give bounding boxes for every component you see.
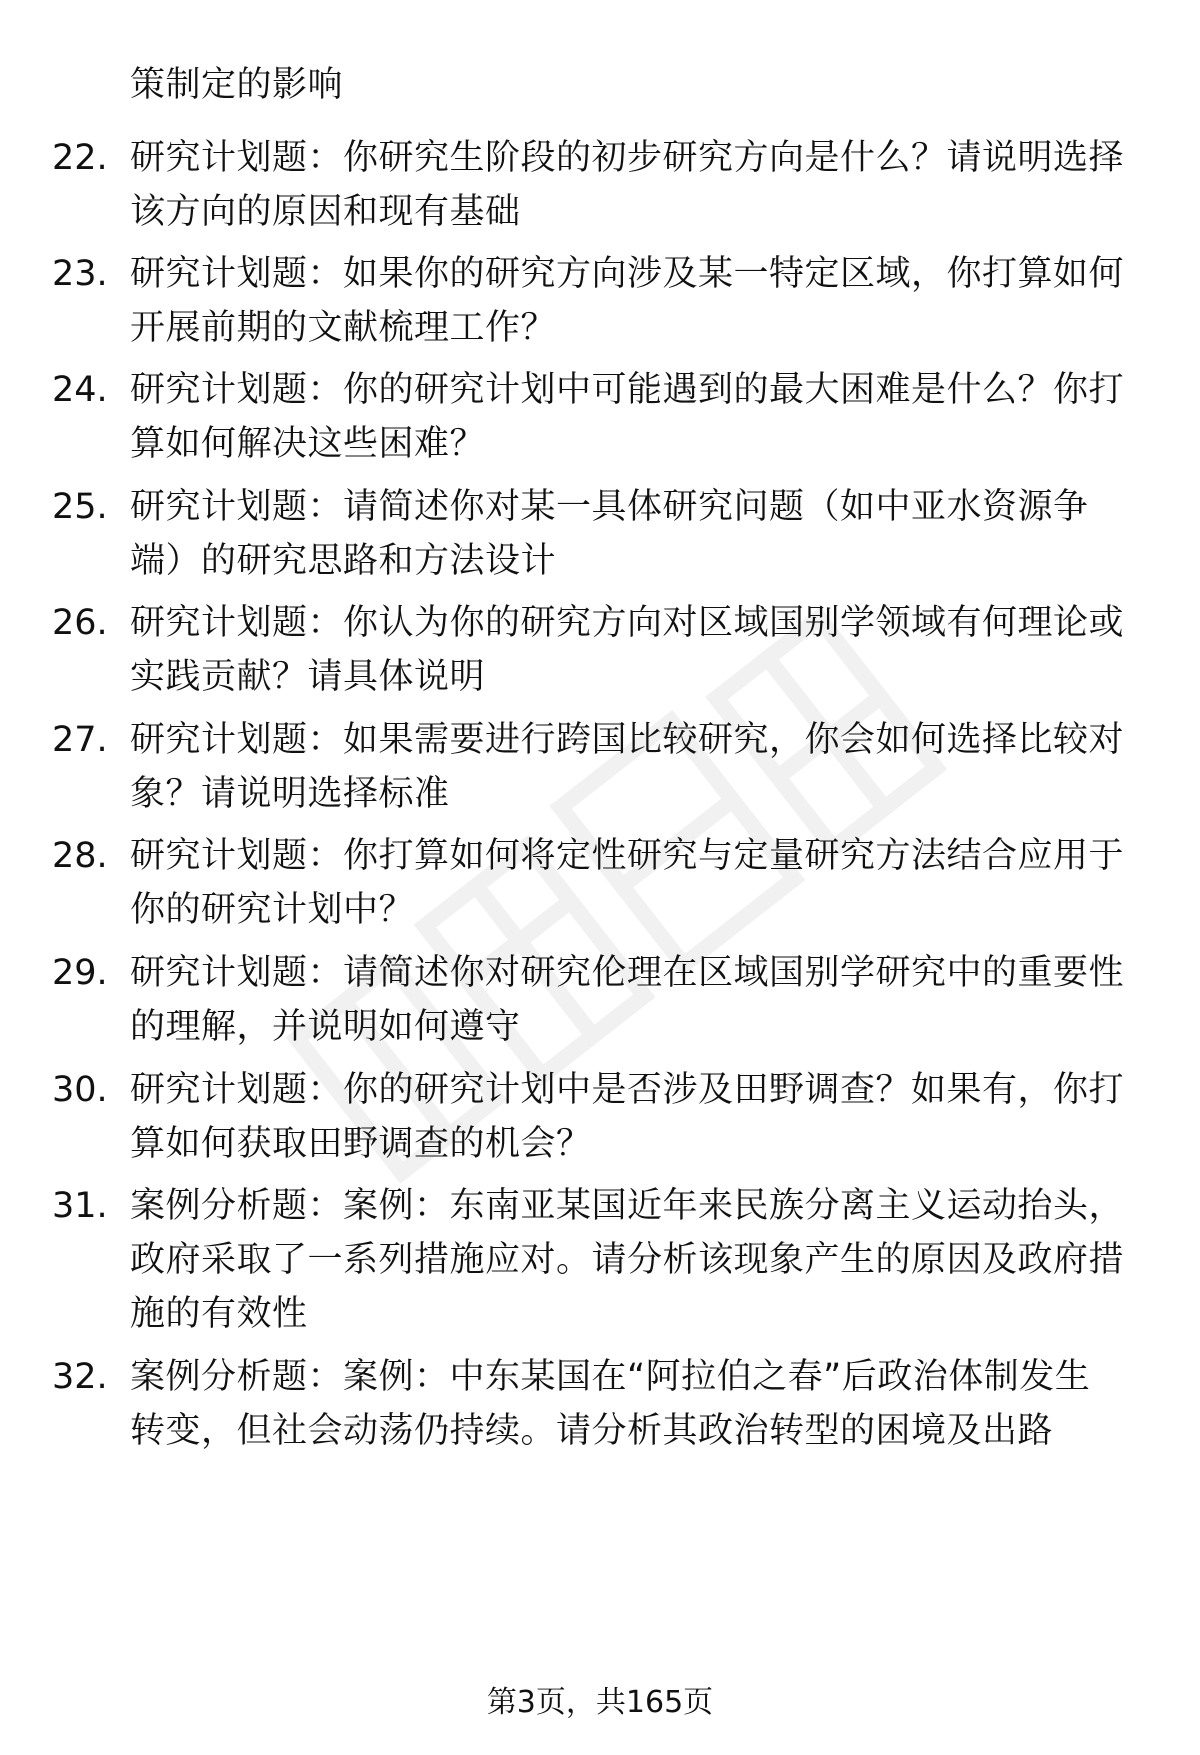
item-number: 32. <box>52 1357 108 1397</box>
item-line: 转变，但社会动荡仍持续。请分析其政治转型的困境及出路 <box>130 1411 1054 1451</box>
item-number: 23. <box>52 254 108 294</box>
item-line: 端）的研究思路和方法设计 <box>130 541 557 581</box>
item-number: 26. <box>52 603 108 643</box>
item-line: 研究计划题：你打算如何将定性研究与定量研究方法结合应用于 <box>130 836 1125 876</box>
continuation-line: 策制定的影响 <box>130 65 344 105</box>
item-line: 开展前期的文献梳理工作？ <box>130 308 557 348</box>
item-text <box>130 480 1150 588</box>
item-line: 的理解，并说明如何遵守 <box>130 1007 521 1047</box>
item-text <box>130 946 1150 1054</box>
item-text <box>130 596 1150 704</box>
item-number: 22. <box>52 138 108 178</box>
item-text <box>130 363 1150 471</box>
item-line: 研究计划题：你研究生阶段的初步研究方向是什么？请说明选择 <box>130 138 1125 178</box>
item-number: 31. <box>52 1186 108 1226</box>
item-line: 研究计划题：你的研究计划中可能遇到的最大困难是什么？你打 <box>130 370 1125 410</box>
item-line: 该方向的原因和现有基础 <box>130 192 521 232</box>
item-text <box>130 713 1150 821</box>
item-text <box>130 131 1150 239</box>
item-line: 你的研究计划中？ <box>130 890 415 930</box>
item-line: 研究计划题：你认为你的研究方向对区域国别学领域有何理论或 <box>130 603 1125 643</box>
page-footer: 第3页，共165页 <box>486 1685 714 1720</box>
item-line: 案例分析题：案例：中东某国在“阿拉伯之春”后政治体制发生 <box>130 1357 1091 1397</box>
item-text <box>130 1350 1150 1458</box>
item-text <box>130 829 1150 937</box>
item-line: 施的有效性 <box>130 1294 308 1334</box>
item-text <box>130 247 1150 355</box>
item-line: 研究计划题：你的研究计划中是否涉及田野调查？如果有，你打 <box>130 1070 1125 1110</box>
item-line: 政府采取了一系列措施应对。请分析该现象产生的原因及政府措 <box>130 1240 1125 1280</box>
item-number: 29. <box>52 953 108 993</box>
item-line: 案例分析题：案例：东南亚某国近年来民族分离主义运动抬头， <box>130 1186 1125 1226</box>
item-number: 27. <box>52 720 108 760</box>
item-line: 实践贡献？请具体说明 <box>130 657 486 697</box>
item-number: 28. <box>52 836 108 876</box>
item-text <box>130 1179 1150 1341</box>
item-line: 研究计划题：如果需要进行跨国比较研究，你会如何选择比较对 <box>130 720 1125 760</box>
item-number: 25. <box>52 487 108 527</box>
item-line: 研究计划题：如果你的研究方向涉及某一特定区域，你打算如何 <box>130 254 1125 294</box>
item-number: 24. <box>52 370 108 410</box>
item-number: 30. <box>52 1070 108 1110</box>
item-text <box>130 1063 1150 1171</box>
item-line: 算如何解决这些困难？ <box>130 424 486 464</box>
item-line: 象？请说明选择标准 <box>130 774 450 814</box>
item-line: 算如何获取田野调查的机会？ <box>130 1124 592 1164</box>
item-line: 研究计划题：请简述你对某一具体研究问题（如中亚水资源争 <box>130 487 1089 527</box>
item-line: 研究计划题：请简述你对研究伦理在区域国别学研究中的重要性 <box>130 953 1125 993</box>
